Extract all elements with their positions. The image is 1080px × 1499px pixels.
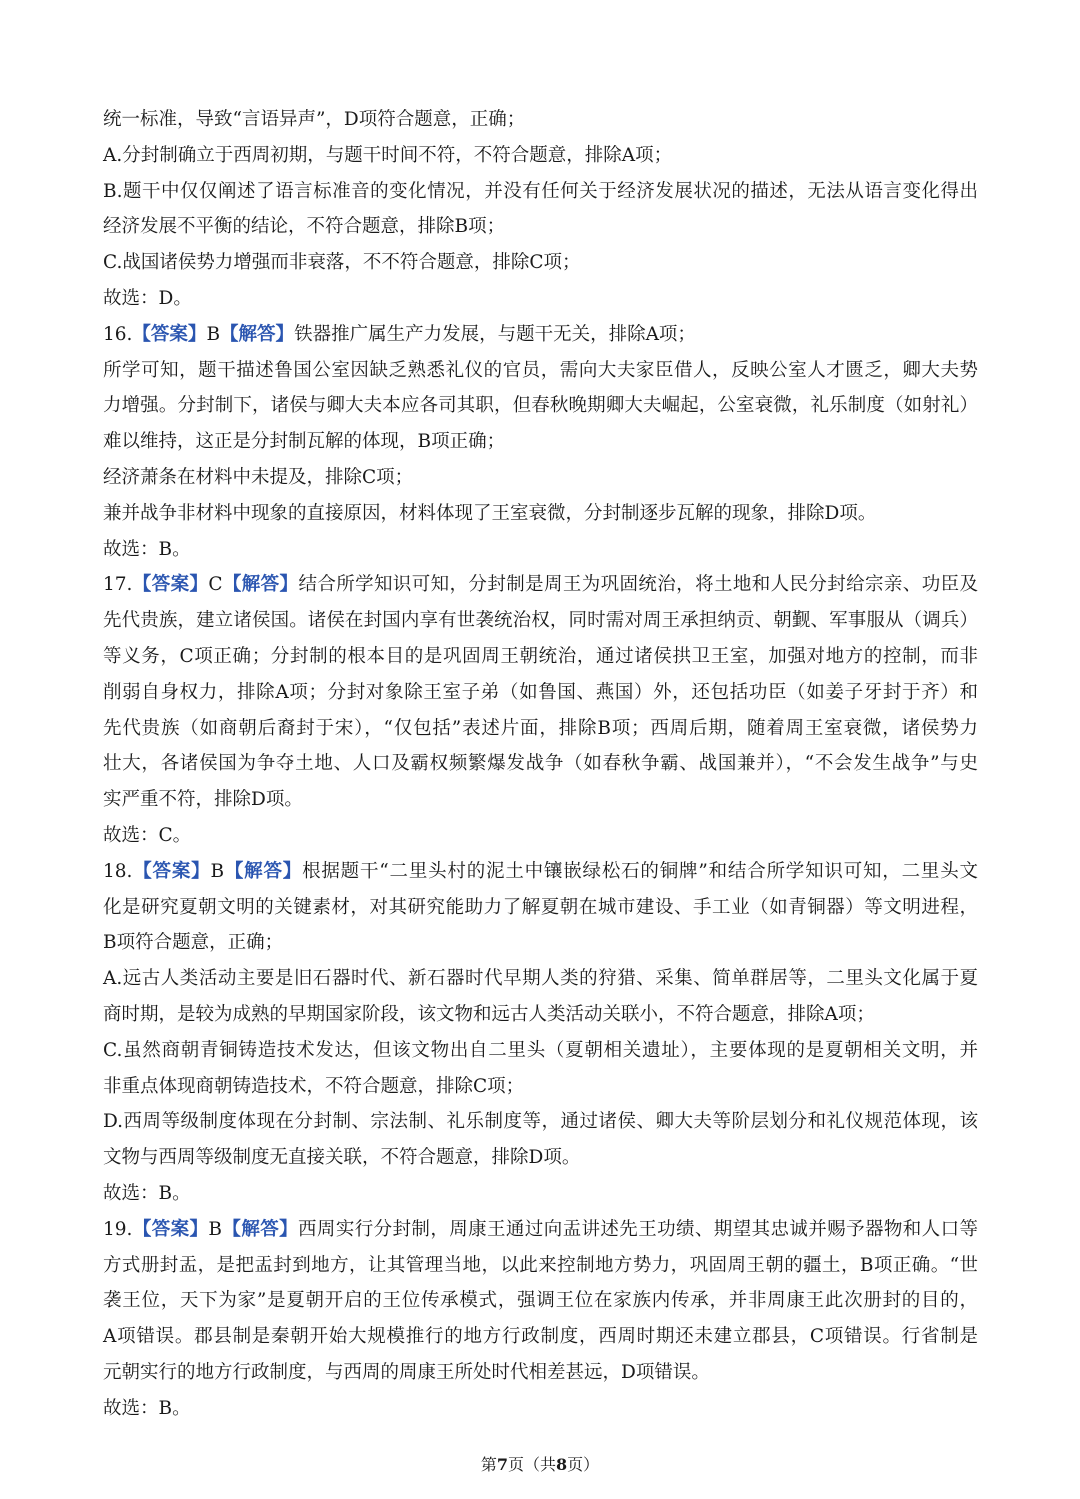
text-line: 化是研究夏朝文明的关键素材，对其研究能助力了解夏朝在城市建设、手工业（如青铜器）等文明进程， [103,896,978,918]
answer-letter: B [208,1218,223,1240]
answer-tag: 【答案】 [132,1218,209,1240]
text-line: A.远古人类活动主要是旧石器时代、新石器时代早期人类的狩猎、采集、简单群居等，二里头文化属于夏 [103,968,978,990]
text-line: 统一标准，导致“言语异声”，D项符合题意，正确； [103,109,526,130]
question-answer-line [103,1212,978,1248]
text-line: 等义务，C项正确；分封制的根本目的是巩固周王朝统治，通过诸侯拱卫王室，加强对地方的控制，而非 [103,645,978,667]
text-line: 故选：D。 [103,287,192,309]
question-answer-line [103,854,978,890]
text-line: A项错误。郡县制是秦朝开始大规模推行的地方行政制度，西周时期还未建立郡县，C项错误。行省制是 [103,1326,978,1348]
answer-tag: 【答案】 [132,574,209,596]
explanation-text: 结合所学知识可知，分封制是周王为巩固统治，将土地和人民分封给宗亲、功臣及 [298,574,978,596]
text-line: 非重点体现商朝铸造技术，不符合题意，排除C项； [103,1075,525,1097]
question-number: 16. [103,323,133,345]
explanation-tag: 【解答】 [222,574,299,596]
text-line: C.战国诸侯势力增强而非衰落，不不符合题意，排除C项； [103,252,581,274]
text-line: 实严重不符，排除D项。 [103,789,303,811]
current-page-number: 7 [496,1455,508,1474]
question-number: 18. [103,860,133,882]
text-line: 故选：B。 [103,1397,191,1419]
text-line: 先代贵族（如商朝后裔封于宋），“仅包括”表述片面，排除B项；西周后期，随着周王室衰微，诸侯势力 [103,717,978,739]
text-line: 力增强。分封制下，诸侯与卿大夫本应各司其职，但春秋晚期卿大夫崛起，公室衰微，礼乐制度（如射礼） [103,395,978,417]
explanation-text: 根据题干“二里头村的泥土中镶嵌绿松石的铜牌”和结合所学知识可知，二里头文 [302,860,978,882]
text-line: 文物与西周等级制度无直接关联，不符合题意，排除D项。 [103,1147,581,1169]
total-pages: 8 [556,1455,568,1474]
text-line: 所学可知，题干描述鲁国公室因缺乏熟悉礼仪的官员，需向大夫家臣借人，反映公室人才匮乏，卿大夫势 [103,359,978,381]
question-number: 17. [103,574,133,596]
text-line: 故选：C。 [103,824,192,846]
footer-suffix: 页） [567,1455,600,1474]
text-line: D.西周等级制度体现在分封制、宗法制、礼乐制度等，通过诸侯、卿大夫等阶层划分和礼仪规范体现，该 [103,1111,978,1133]
explanation-tag: 【解答】 [222,1218,299,1240]
footer-prefix: 第 [480,1455,497,1474]
explanation-text: 西周实行分封制，周康王通过向盂讲述先王功绩、期望其忠诚并赐予器物和人口等 [298,1218,978,1240]
text-line: 难以维持，这正是分封制瓦解的体现，B项正确； [103,431,506,453]
answer-letter: C [208,574,223,596]
answer-tag: 【答案】 [132,860,211,882]
explanation-tag: 【解答】 [220,323,295,345]
footer-middle: 页（共 [507,1455,556,1474]
text-line: B.题干中仅仅阐述了语言标准音的变化情况，并没有任何关于经济发展状况的描述，无法从语言变化得出 [103,180,978,202]
text-line: 壮大，各诸侯国为争夺土地、人口及霸权频繁爆发战争（如春秋争霸、战国兼并），“不会发生战争”与史 [103,753,978,775]
text-line: C.虽然商朝青铜铸造技术发达，但该文物出自二里头（夏朝相关遗址），主要体现的是夏朝相关文明，并 [103,1039,978,1061]
text-line: 方式册封盂，是把盂封到地方，让其管理当地，以此来控制地方势力，巩固周王朝的疆土，B项正确。“世 [103,1254,978,1276]
explanation-tag: 【解答】 [224,860,303,882]
question-answer-line [103,317,978,353]
text-line: 削弱自身权力，排除A项；分封对象除王室子弟（如鲁国、燕国）外，还包括功臣（如姜子牙封于齐）和 [103,681,978,703]
text-line: 袭王位，天下为家”是夏朝开启的王位传承模式，强调王位在家族内传承，并非周康王此次册封的目的， [103,1290,978,1312]
answer-letter: B [206,323,221,345]
text-line: B项符合题意，正确； [103,932,284,954]
text-line: 故选：B。 [103,1182,191,1204]
text-line: A.分封制确立于西周初期，与题干时间不符，不符合题意，排除A项； [103,144,673,166]
explanation-text: 铁器推广属生产力发展，与题干无关，排除A项； [294,323,696,345]
text-line: 商时期，是较为成熟的早期国家阶段，该文物和远古人类活动关联小，不符合题意，排除A项； [103,1003,875,1025]
text-line: 先代贵族，建立诸侯国。诸侯在封国内享有世袭统治权，同时需对周王承担纳贡、朝觐、军事服从（调兵） [103,610,978,632]
text-line: 经济萧条在材料中未提及，排除C项； [103,466,414,488]
answer-tag: 【答案】 [132,323,207,345]
text-line: 元朝实行的地方行政制度，与西周的周康王所处时代相差甚远，D项错误。 [103,1361,710,1383]
page-footer [0,1452,1080,1475]
answer-explanations [103,102,978,1426]
text-line: 兼并战争非材料中现象的直接原因，材料体现了王室衰微，分封制逐步瓦解的现象，排除D项。 [103,502,877,524]
question-answer-line [103,567,978,603]
text-line: 经济发展不平衡的结论，不符合题意，排除B项； [103,216,506,238]
answer-letter: B [210,860,225,882]
question-number: 19. [103,1218,133,1240]
text-line: 故选：B。 [103,538,191,560]
